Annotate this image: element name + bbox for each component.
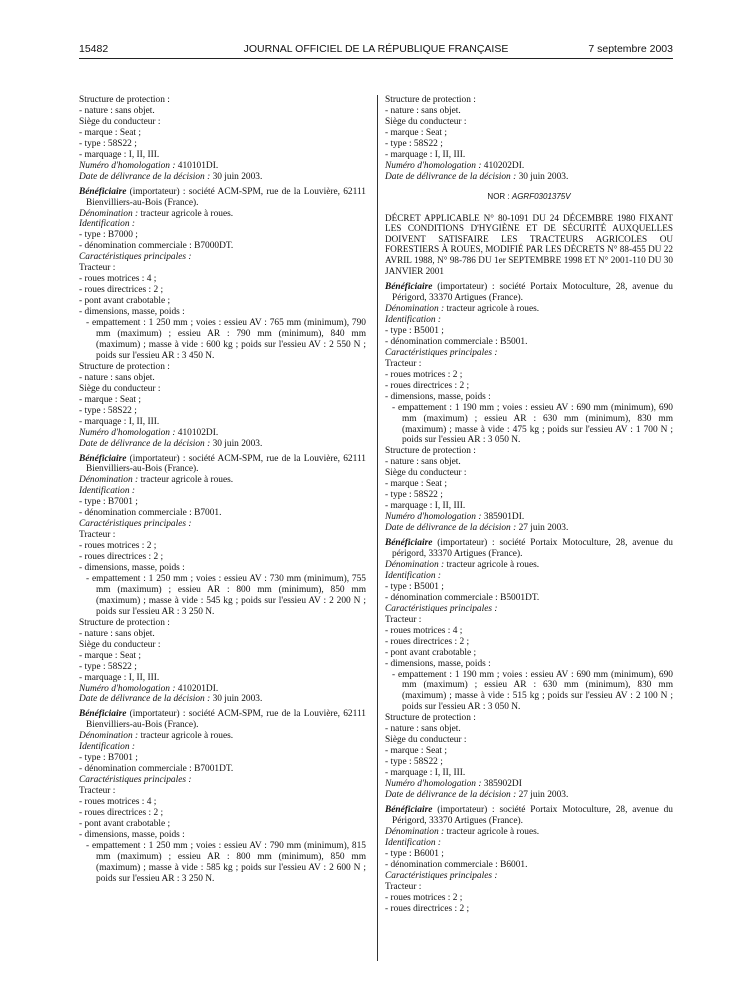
dimension-detail: - empattement : 1 250 mm ; voies : essieu AV : 765 mm (minimum), 790 mm (maximum) ; essieu AR : 790 mm (minimum), 840 mm (maximum) ; masse à vide : 600 kg ; poids sur l'essieu AV : 2 550 N ; poids sur l'essieu AR : 3 450 N.: [86, 318, 366, 361]
beneficiary-label: Bénéficiaire: [79, 186, 127, 197]
field-label: Numéro d'homologation :: [79, 683, 176, 694]
text-line: - dimensions, masse, poids :: [385, 658, 491, 669]
field-label: Dénomination :: [79, 208, 139, 219]
labeled-field: [385, 779, 673, 790]
beneficiary-label: Bénéficiaire: [385, 804, 433, 815]
field-value: tracteur agricole à roues.: [444, 304, 540, 315]
decree-title: DÉCRET APPLICABLE N° 80-1091 DU 24 DÉCEMBRE 1980 FIXANT LES CONDITIONS D'HYGIÈNE ET DE SÉCURITÉ AUXQUELLES DOIVENT SATISFAIRE LES TRACTEURS AGRICOLES OU FORESTIERS À ROUES, MODIFIÉ PAR LES DÉCRETS N° 88-455 DU 22 AVRIL 1988, N° 98-786 DU 1er SEPTEMBRE 1998 ET N° 2001-110 DU 30 JANVIER 2001: [385, 212, 673, 276]
text-line: - roues motrices : 2 ;: [79, 541, 157, 552]
text-line: - roues motrices : 2 ;: [385, 892, 463, 903]
text-line: - marque : Seat ;: [79, 127, 141, 138]
labeled-field: [79, 475, 366, 486]
field-value: 27 juin 2003.: [516, 523, 569, 534]
labeled-field: [385, 304, 673, 315]
labeled-field: [385, 523, 673, 534]
beneficiary-label: Bénéficiaire: [79, 709, 127, 720]
field-label: Numéro d'homologation :: [79, 160, 176, 171]
text-line: - dimensions, masse, poids :: [79, 829, 185, 840]
text-line: - type : B5001 ;: [385, 581, 444, 592]
text-line: - dimensions, masse, poids :: [79, 307, 185, 318]
dimension-detail: - empattement : 1 190 mm ; voies : essieu AV : 690 mm (minimum), 690 mm (maximum) ; essieu AR : 630 mm (minimum), 830 mm (maximum) ; masse à vide : 475 kg ; poids sur l'essieu AV : 1 700 N ; poids sur l'essieu AR : 3 050 N.: [392, 402, 673, 446]
labeled-field: [385, 172, 673, 183]
field-value: 410101DI.: [175, 160, 219, 171]
field-value: 30 juin 2003.: [210, 694, 263, 705]
text-line: - pont avant crabotable ;: [385, 647, 477, 658]
section-heading: Caractéristiques principales :: [79, 519, 192, 530]
text-line: - type : 58S22 ;: [385, 757, 443, 768]
labeled-field: [79, 428, 366, 439]
text-line: - type : 58S22 ;: [385, 138, 443, 149]
text-line: Siège du conducteur :: [385, 116, 467, 127]
text-line: - type : 58S22 ;: [79, 138, 137, 149]
text-line: - roues motrices : 4 ;: [385, 625, 463, 636]
text-line: - marque : Seat ;: [385, 746, 447, 757]
labeled-field: [385, 560, 673, 571]
field-value: tracteur agricole à roues.: [444, 559, 540, 570]
section-heading: Identification :: [79, 219, 135, 230]
text-line: - type : B7001 ;: [79, 497, 138, 508]
text-line: - type : B5001 ;: [385, 325, 444, 336]
issue-date: 7 septembre 2003: [588, 43, 673, 55]
labeled-field: [79, 161, 366, 172]
text-line: - dimensions, masse, poids :: [79, 563, 185, 574]
text-line: Siège du conducteur :: [79, 383, 161, 394]
beneficiary-value: (importateur) : société Portaix Motoculture, 28, avenue du Périgord, 33370 Artigues (France).: [392, 282, 673, 304]
field-label: Dénomination :: [385, 826, 445, 837]
text-line: - roues directrices : 2 ;: [79, 552, 164, 563]
beneficiary-value: (importateur) : société ACM-SPM, rue de la Louvière, 62111 Bienvilliers-au-Bois (France).: [86, 709, 366, 731]
labeled-field: [79, 684, 366, 695]
section-heading: Identification :: [385, 315, 441, 325]
field-label: Dénomination :: [385, 304, 445, 315]
text-line: - type : 58S22 ;: [79, 661, 137, 672]
labeled-field: [79, 439, 366, 450]
text-line: - roues motrices : 2 ;: [385, 369, 463, 380]
text-line: - roues directrices : 2 ;: [385, 380, 470, 391]
field-value: tracteur agricole à roues.: [138, 475, 234, 486]
text-line: - roues directrices : 2 ;: [79, 285, 164, 296]
text-line: - nature : sans objet.: [79, 105, 155, 116]
header-rule: [79, 58, 673, 59]
text-line: - marque : Seat ;: [79, 394, 141, 405]
labeled-field: [385, 161, 673, 172]
text-line: Structure de protection :: [385, 95, 476, 105]
beneficiary-value: (importateur) : société ACM-SPM, rue de la Louvière, 62111 Bienvilliers-au-Bois (France).: [86, 186, 366, 208]
text-line: - marque : Seat ;: [79, 650, 141, 661]
beneficiary-value: (importateur) : société Portaix Motoculture, 28, avenue du périgord, 33370 Artigues (France).: [392, 538, 673, 560]
labeled-field: [79, 694, 366, 705]
labeled-field: [385, 790, 673, 801]
field-label: Numéro d'homologation :: [385, 512, 482, 523]
field-label: Numéro d'homologation :: [79, 427, 176, 438]
text-line: - marquage : I, II, III.: [385, 501, 466, 512]
field-label: Dénomination :: [385, 559, 445, 570]
left-column: [79, 95, 366, 885]
text-line: - dénomination commerciale : B5001DT.: [385, 592, 540, 603]
text-line: - marquage : I, II, III.: [79, 416, 160, 427]
field-label: Numéro d'homologation :: [385, 160, 482, 171]
field-value: tracteur agricole à roues.: [444, 826, 540, 837]
field-label: Numéro d'homologation :: [385, 779, 482, 790]
labeled-field: [385, 512, 673, 523]
dimension-detail: - empattement : 1 250 mm ; voies : essieu AV : 790 mm (minimum), 815 mm (maximum) ; essieu AR : 800 mm (minimum), 850 mm (maximum) ; masse à vide : 585 kg ; poids sur l'essieu AV : 2 600 N ; poids sur l'essieu AR : 3 250 N.: [86, 840, 366, 884]
field-label: Dénomination :: [79, 475, 139, 486]
field-value: 30 juin 2003.: [210, 438, 263, 449]
dimension-detail: - empattement : 1 190 mm ; voies : essieu AV : 690 mm (minimum), 690 mm (maximum) ; essieu AR : 630 mm (minimum), 830 mm (maximum) ; masse à vide : 515 kg ; poids sur l'essieu AV : 2 100 N ; poids sur l'essieu AR : 3 050 N.: [392, 669, 673, 713]
beneficiary-entry: [385, 282, 673, 304]
text-line: - nature : sans objet.: [385, 457, 461, 468]
text-line: - roues motrices : 4 ;: [79, 797, 157, 808]
text-line: - marquage : I, II, III.: [385, 768, 466, 779]
text-line: - nature : sans objet.: [385, 105, 461, 116]
text-line: Siège du conducteur :: [79, 639, 161, 650]
field-value: 30 juin 2003.: [516, 171, 569, 182]
field-label: Dénomination :: [79, 731, 139, 742]
text-line: - marque : Seat ;: [385, 479, 447, 490]
text-line: - roues motrices : 4 ;: [79, 274, 157, 285]
text-line: - nature : sans objet.: [385, 724, 461, 735]
text-line: - type : B6001 ;: [385, 848, 444, 859]
labeled-field: [79, 209, 366, 220]
field-label: Date de délivrance de la décision :: [385, 523, 517, 534]
text-line: - marquage : I, II, III.: [79, 672, 160, 683]
section-heading: Caractéristiques principales :: [385, 347, 498, 358]
field-label: Date de délivrance de la décision :: [385, 171, 517, 182]
journal-title: JOURNAL OFFICIEL DE LA RÉPUBLIQUE FRANÇAISE: [243, 43, 509, 55]
section-heading: Identification :: [385, 837, 441, 848]
beneficiary-label: Bénéficiaire: [385, 282, 433, 293]
field-value: 27 juin 2003.: [516, 789, 569, 800]
section-heading: Caractéristiques principales :: [385, 603, 498, 614]
text-line: Structure de protection :: [79, 361, 170, 372]
beneficiary-entry: [385, 538, 673, 560]
text-line: - type : B7000 ;: [79, 230, 138, 241]
page-header: [79, 43, 673, 57]
beneficiary-value: (importateur) : société ACM-SPM, rue de la Louvière, 62111 Bienvilliers-au-Bois (France).: [86, 453, 366, 475]
field-value: 30 juin 2003.: [210, 171, 263, 182]
right-column: [385, 95, 673, 914]
text-line: - marquage : I, II, III.: [385, 149, 466, 160]
text-line: - pont avant crabotable ;: [79, 296, 171, 307]
section-heading: Caractéristiques principales :: [79, 775, 192, 786]
text-line: - type : B7001 ;: [79, 753, 138, 764]
field-label: Date de délivrance de la décision :: [79, 694, 211, 705]
text-line: - dimensions, masse, poids :: [385, 391, 491, 402]
beneficiary-entry: [79, 187, 366, 209]
field-value: 410201DI.: [175, 683, 219, 694]
text-line: - dénomination commerciale : B7000DT.: [79, 241, 234, 252]
field-value: tracteur agricole à roues.: [138, 731, 234, 742]
section-heading: Caractéristiques principales :: [385, 870, 498, 881]
text-line: - nature : sans objet.: [79, 628, 155, 639]
text-line: - dénomination commerciale : B5001.: [385, 336, 528, 347]
beneficiary-entry: [79, 454, 366, 476]
text-line: Tracteur :: [79, 263, 116, 274]
text-line: - marquage : I, II, III.: [79, 149, 160, 160]
beneficiary-entry: [79, 709, 366, 731]
nor-code: AGRF0301375V: [511, 191, 571, 201]
text-line: Siège du conducteur :: [385, 735, 467, 746]
text-line: - marque : Seat ;: [385, 127, 447, 138]
nor-reference: [385, 192, 673, 203]
text-line: Tracteur :: [385, 358, 422, 369]
text-line: - type : 58S22 ;: [385, 490, 443, 501]
text-line: Tracteur :: [79, 786, 116, 797]
text-line: Structure de protection :: [79, 617, 170, 628]
text-line: Siège du conducteur :: [385, 468, 467, 479]
text-line: Structure de protection :: [385, 713, 476, 724]
text-line: Siège du conducteur :: [79, 116, 161, 127]
text-line: - roues directrices : 2 ;: [385, 903, 470, 914]
text-line: - dénomination commerciale : B7001DT.: [79, 764, 234, 775]
beneficiary-label: Bénéficiaire: [79, 453, 127, 464]
section-heading: Identification :: [79, 486, 135, 497]
field-label: Date de délivrance de la décision :: [385, 789, 517, 800]
section-heading: Caractéristiques principales :: [79, 252, 192, 263]
text-line: - roues directrices : 2 ;: [385, 636, 470, 647]
text-line: - dénomination commerciale : B7001.: [79, 508, 222, 519]
field-value: 385901DI.: [481, 512, 525, 523]
text-line: - roues directrices : 2 ;: [79, 808, 164, 818]
text-line: - dénomination commerciale : B6001.: [385, 859, 528, 870]
labeled-field: [79, 172, 366, 183]
text-line: - pont avant crabotable ;: [79, 818, 171, 829]
field-value: tracteur agricole à roues.: [138, 208, 234, 219]
beneficiary-value: (importateur) : société Portaix Motoculture, 28, avenue du Périgord, 33370 Artigues (France).: [392, 804, 673, 826]
text-line: Structure de protection :: [385, 446, 476, 457]
section-heading: Identification :: [79, 742, 135, 753]
field-value: 410102DI.: [175, 427, 219, 438]
beneficiary-label: Bénéficiaire: [385, 538, 433, 549]
dimension-detail: - empattement : 1 250 mm ; voies : essieu AV : 730 mm (minimum), 755 mm (maximum) ; essieu AR : 800 mm (minimum), 850 mm (maximum) ; masse à vide : 545 kg ; poids sur l'essieu AV : 2 200 N ; poids sur l'essieu AR : 3 250 N.: [86, 573, 366, 617]
text-line: - type : 58S22 ;: [79, 405, 137, 416]
labeled-field: [385, 827, 673, 838]
text-line: Tracteur :: [385, 614, 422, 625]
text-line: Structure de protection :: [79, 95, 170, 105]
field-value: 385902DI: [481, 779, 522, 790]
field-label: Date de délivrance de la décision :: [79, 438, 211, 449]
nor-label: NOR :: [487, 191, 512, 201]
page-number: 15482: [79, 43, 109, 55]
beneficiary-entry: [385, 805, 673, 827]
labeled-field: [79, 731, 366, 742]
text-line: - nature : sans objet.: [79, 372, 155, 383]
field-label: Date de délivrance de la décision :: [79, 171, 211, 182]
text-line: Tracteur :: [79, 530, 116, 541]
column-divider: [377, 95, 378, 961]
text-line: Tracteur :: [385, 881, 422, 892]
section-heading: Identification :: [385, 570, 441, 581]
field-value: 410202DI.: [481, 160, 525, 171]
